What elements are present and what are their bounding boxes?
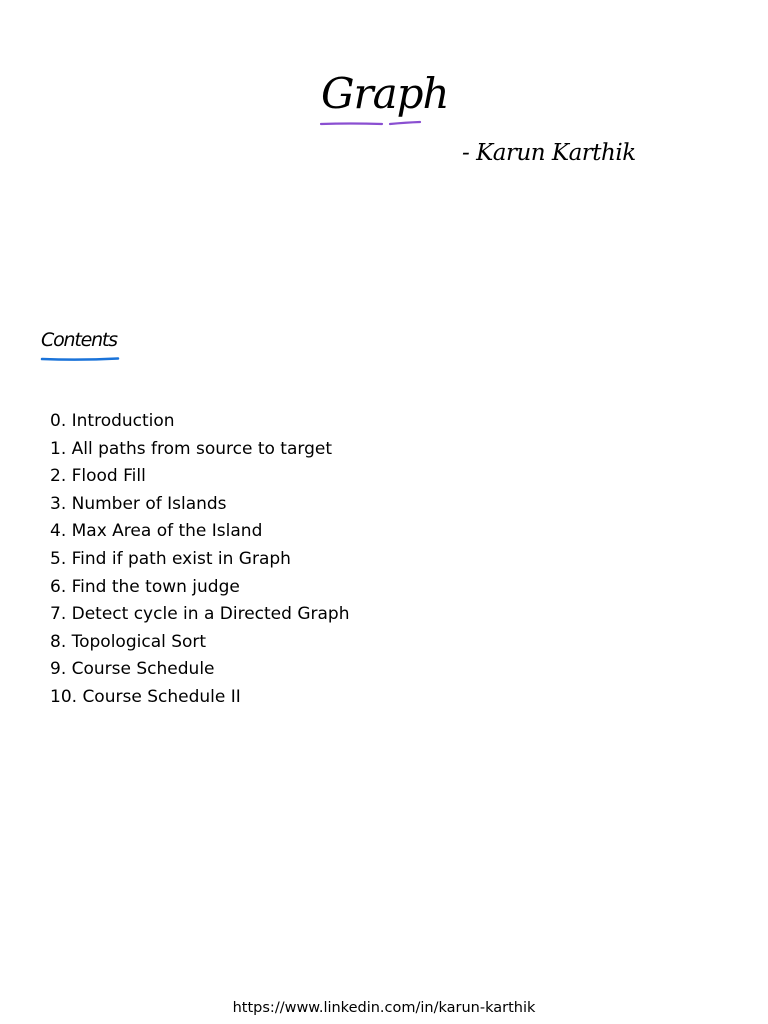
contents-underline xyxy=(40,355,122,363)
title-underline-stroke-2 xyxy=(390,122,420,124)
toc-item: 2. Flood Fill xyxy=(50,466,146,487)
document-title: Graph xyxy=(321,69,449,118)
title-underline-stroke-1 xyxy=(321,124,382,125)
contents-heading: Contents xyxy=(41,329,117,351)
toc-item: 4. Max Area of the Island xyxy=(50,521,263,542)
toc-item: 7. Detect cycle in a Directed Graph xyxy=(50,604,350,625)
toc-item: 1. All paths from source to target xyxy=(50,438,332,459)
toc-item: 8. Topological Sort xyxy=(50,631,207,652)
toc-item: 6. Find the town judge xyxy=(50,576,240,597)
linkedin-link[interactable]: https://www.linkedin.com/in/karun-karthik xyxy=(232,1000,536,1016)
contents-underline-stroke xyxy=(42,359,118,360)
toc-item: 9. Course Schedule xyxy=(50,659,215,680)
toc-item: 3. Number of Islands xyxy=(50,493,227,514)
toc-item: 10. Course Schedule II xyxy=(50,686,241,707)
author-byline: - Karun Karthik xyxy=(462,140,636,166)
table-of-contents xyxy=(50,408,349,712)
toc-item: 5. Find if path exist in Graph xyxy=(50,548,291,569)
title-underline xyxy=(320,118,424,128)
toc-item: 0. Introduction xyxy=(50,411,175,431)
